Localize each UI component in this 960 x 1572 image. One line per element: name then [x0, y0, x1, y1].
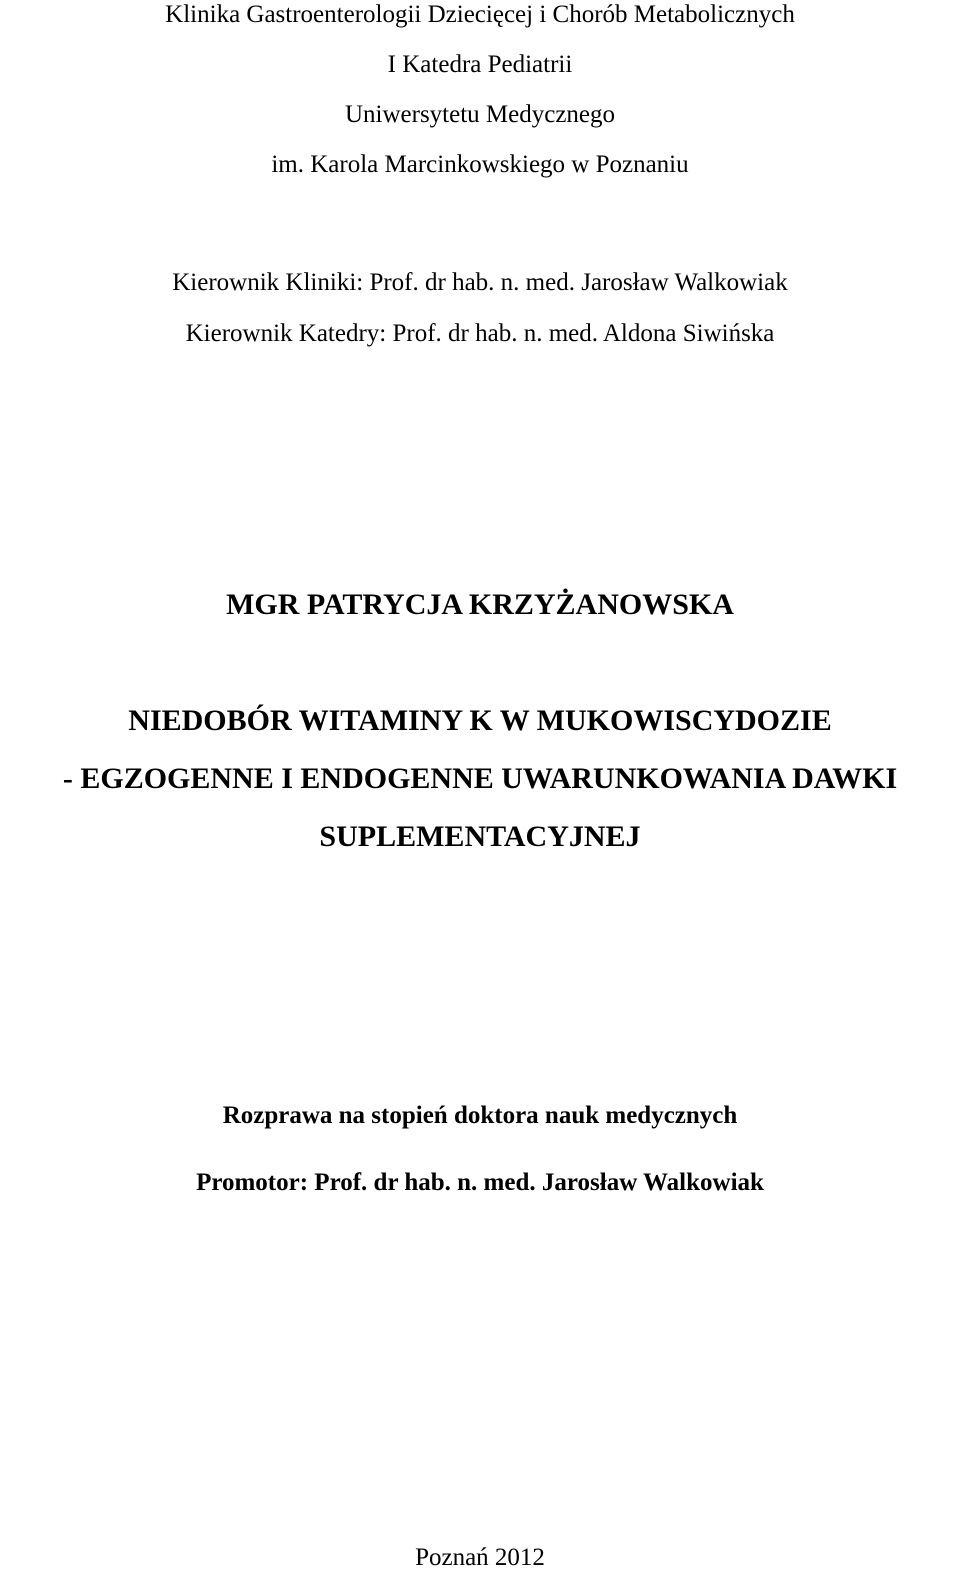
institution-university: Uniwersytetu Medycznego	[344, 101, 616, 128]
promoter: Promotor: Prof. dr hab. n. med. Jarosław Walkowiak	[196, 1169, 764, 1196]
place-and-date: Poznań 2012	[415, 1544, 545, 1571]
department-head: Kierownik Katedry: Prof. dr hab. n. med. Aldona Siwińska	[185, 320, 775, 347]
clinic-head: Kierownik Kliniki: Prof. dr hab. n. med. Jarosław Walkowiak	[172, 269, 788, 296]
institution-clinic: Klinika Gastroenterologii Dziecięcej i Chorób Metabolicznych	[165, 1, 795, 28]
thesis-title-line-2: - EGZOGENNE I ENDOGENNE UWARUNKOWANIA DAWKI	[62, 762, 898, 795]
thesis-title-line-1: NIEDOBÓR WITAMINY K W MUKOWISCYDOZIE	[128, 704, 832, 737]
author-name: MGR PATRYCJA KRZYŻANOWSKA	[226, 588, 734, 621]
thesis-title-line-3: SUPLEMENTACYJNEJ	[319, 820, 641, 853]
degree-description: Rozprawa na stopień doktora nauk medycznych	[222, 1102, 738, 1129]
institution-university-name: im. Karola Marcinkowskiego w Poznaniu	[271, 151, 689, 178]
institution-department: I Katedra Pediatrii	[387, 51, 573, 78]
